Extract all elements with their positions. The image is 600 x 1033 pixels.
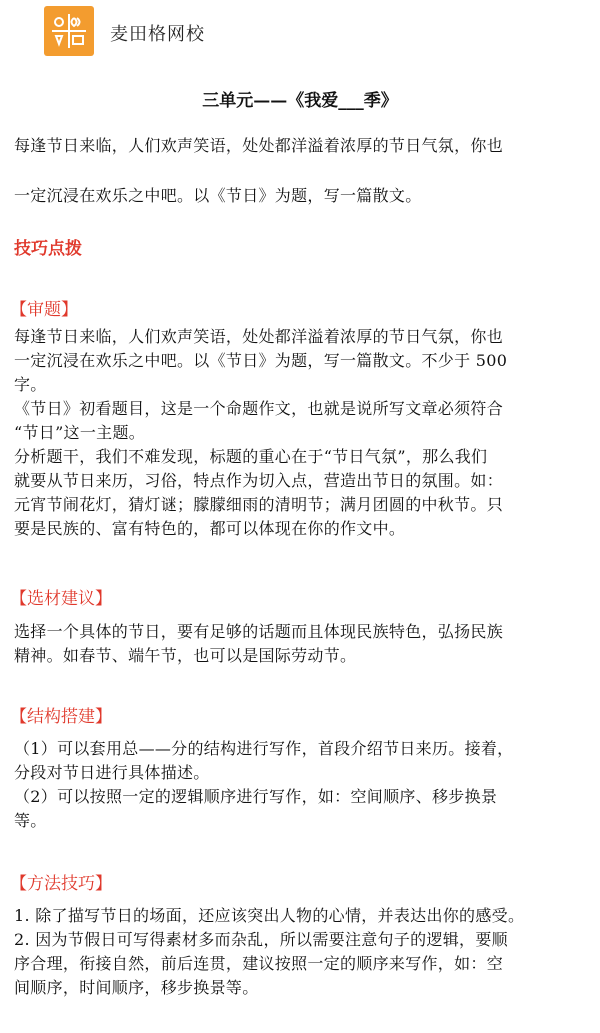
brand-name: 麦田格网校 [110,24,205,45]
page-title: 三单元——《我爱___季》 [202,91,398,111]
body-line: 精神。如春节、端午节，也可以是国际劳动节。 [14,646,357,665]
body-line: 选择一个具体的节日，要有足够的话题而且体现民族特色，弘扬民族 [14,622,504,641]
body-line: 一定沉浸在欢乐之中吧。以《节日》为题，写一篇散文。不少于 500 [14,351,508,370]
body-line: 2. 因为节假日可写得素材多而杂乱，所以需要注意句子的逻辑，要顺 [14,930,508,949]
body-line: 分段对节日进行具体描述。 [14,763,210,782]
intro-paragraph [14,121,588,221]
body-line: 间顺序，时间顺序，移步换景等。 [14,978,259,997]
intro-line: 一定沉浸在欢乐之中吧。以《节日》为题，写一篇散文。 [14,186,422,205]
body-line: “节日”这一主题。 [14,423,146,442]
body-line: 分析题干，我们不难发现，标题的重心在于“节日气氛”，那么我们 [14,447,488,466]
logo [44,6,94,56]
body-line: 字。 [14,375,47,394]
body-line: （2）可以按照一定的逻辑顺序进行写作，如：空间顺序、移步换景 [14,787,498,806]
body-line: 要是民族的、富有特色的，都可以体现在你的作文中。 [14,519,406,538]
intro-line: 每逢节日来临，人们欢声笑语，处处都洋溢着浓厚的节日气氛，你也 [14,136,504,155]
body-line: 每逢节日来临，人们欢声笑语，处处都洋溢着浓厚的节日气氛，你也 [14,327,504,346]
section-label-jiegou: 【结构搭建】 [10,707,112,727]
section-body-shenti [14,325,588,541]
section-label-xuancai: 【选材建议】 [10,589,112,609]
body-line: 等。 [14,811,47,830]
body-line: 1. 除了描写节日的场面，还应该突出人物的心情，并表达出你的感受。 [14,906,525,925]
wheat-field-logo-icon [44,6,94,56]
section-body-xuancai [14,620,588,668]
body-line: （1）可以套用总——分的结构进行写作，首段介绍节日来历。接着， [14,739,514,758]
section-label-shenti: 【审题】 [10,300,78,320]
header [0,0,600,62]
section-body-jiegou [14,737,588,833]
body-line: 序合理，衔接自然，前后连贯，建议按照一定的顺序来写作，如：空 [14,954,504,973]
body-line: 《节日》初看题目，这是一个命题作文，也就是说所写文章必须符合 [14,399,504,418]
body-line: 元宵节闹花灯，猜灯谜；朦朦细雨的清明节；满月团圆的中秋节。只 [14,495,504,514]
body-line: 就要从节日来历，习俗，特点作为切入点，营造出节日的氛围。如： [14,471,504,490]
tips-heading: 技巧点拨 [14,239,82,259]
section-body-fangfa [14,904,588,1000]
section-label-fangfa: 【方法技巧】 [10,874,112,894]
